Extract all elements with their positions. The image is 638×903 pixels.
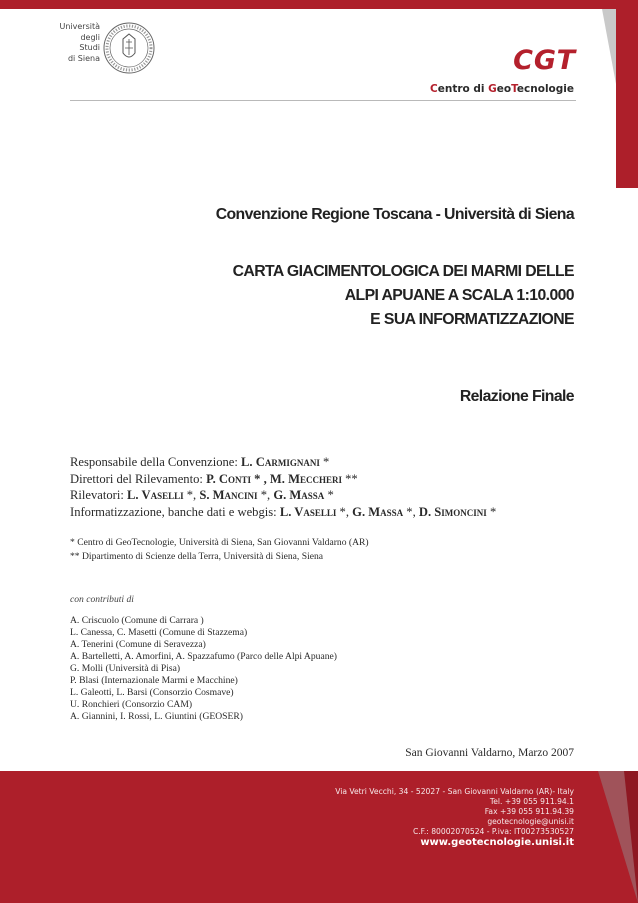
report-type: Relazione Finale	[459, 388, 574, 405]
university-line: Università	[59, 22, 100, 31]
title-line: ALPI APUANE A SCALA 1:10.000	[344, 287, 574, 304]
footer-email[interactable]: geotecnologie@unisi.it	[487, 817, 574, 827]
credit-rilevamento: Direttori del Rilevamento: P. Conti * , M. Meccheri **	[70, 471, 358, 486]
header-divider	[70, 100, 576, 101]
university-seal-icon	[102, 21, 156, 75]
header-fold-decoration	[602, 9, 616, 84]
contributions-label: con contributi di	[70, 594, 134, 605]
cgt-logo: CGT	[513, 45, 576, 76]
university-line: Studi	[79, 43, 100, 52]
footer-phone: Tel. +39 055 911.94.1	[489, 797, 574, 807]
contributor-item: A. Criscuolo (Comune di Carrara )	[70, 615, 204, 626]
affiliations	[70, 536, 369, 563]
university-name	[56, 22, 100, 64]
contributors-list	[70, 615, 337, 723]
place-date: San Giovanni Valdarno, Marzo 2007	[405, 747, 574, 759]
contributor-item: L. Canessa, C. Masetti (Comune di Stazzema)	[70, 627, 248, 639]
credit-responsabile: Responsabile della Convenzione: L. Carmignani *	[70, 455, 330, 469]
footer-website-link[interactable]: www.geotecnologie.unisi.it	[420, 837, 574, 848]
contributor-item: A. Bartelletti, A. Amorfini, A. Spazzafumo (Parco delle Alpi Apuane)	[70, 651, 337, 663]
contributor-item: U. Ronchieri (Consorzio CAM)	[70, 699, 193, 711]
contributor-item: A. Giannini, I. Rossi, L. Giuntini (GEOSER)	[70, 711, 243, 723]
footer-address: Via Vetri Vecchi, 34 - 52027 - San Giovanni Valdarno (AR)- Italy	[335, 787, 574, 796]
credits-block	[70, 454, 496, 520]
university-line: degli	[80, 32, 100, 42]
affiliation-item: * Centro di GeoTecnologie, Università di Siena, San Giovanni Valdarno (AR)	[70, 537, 369, 548]
header-red-side-band	[616, 0, 638, 188]
footer-contact-info	[335, 787, 574, 837]
footer-fold-decoration	[598, 771, 638, 903]
university-line: di Siena	[67, 53, 100, 63]
convention-title: Convenzione Regione Toscana - Università di Siena	[215, 206, 574, 223]
footer-fax: Fax +39 055 911.94.39	[484, 807, 574, 817]
title-line: CARTA GIACIMENTOLOGICA DEI MARMI DELLE	[232, 263, 574, 280]
contributor-item: G. Molli (Università di Pisa)	[70, 663, 181, 675]
footer-tax-ids: C.F.: 80002070524 - P.iva: IT00273530527	[412, 827, 574, 837]
contributor-item: L. Galeotti, L. Barsi (Consorzio Cosmave)	[70, 687, 234, 699]
header-red-band	[0, 0, 638, 9]
affiliation-item: ** Dipartimento di Scienze della Terra, Università di Siena, Siena	[70, 550, 324, 562]
contributor-item: P. Blasi (Internazionale Marmi e Macchine)	[70, 675, 238, 687]
credit-informatizzazione: Informatizzazione, banche dati e webgis: L. Vaselli *, G. Massa *, D. Simoncini *	[70, 504, 497, 519]
title-line: E SUA INFORMATIZZAZIONE	[370, 311, 574, 328]
credit-rilevatori: Rilevatori: L. Vaselli *, S. Mancini *, G. Massa *	[70, 488, 334, 502]
contributor-item: A. Tenerini (Comune di Seravezza)	[70, 639, 206, 651]
cgt-logo-subtitle: Centro di GeoTecnologie	[430, 83, 574, 95]
document-title	[233, 260, 574, 332]
